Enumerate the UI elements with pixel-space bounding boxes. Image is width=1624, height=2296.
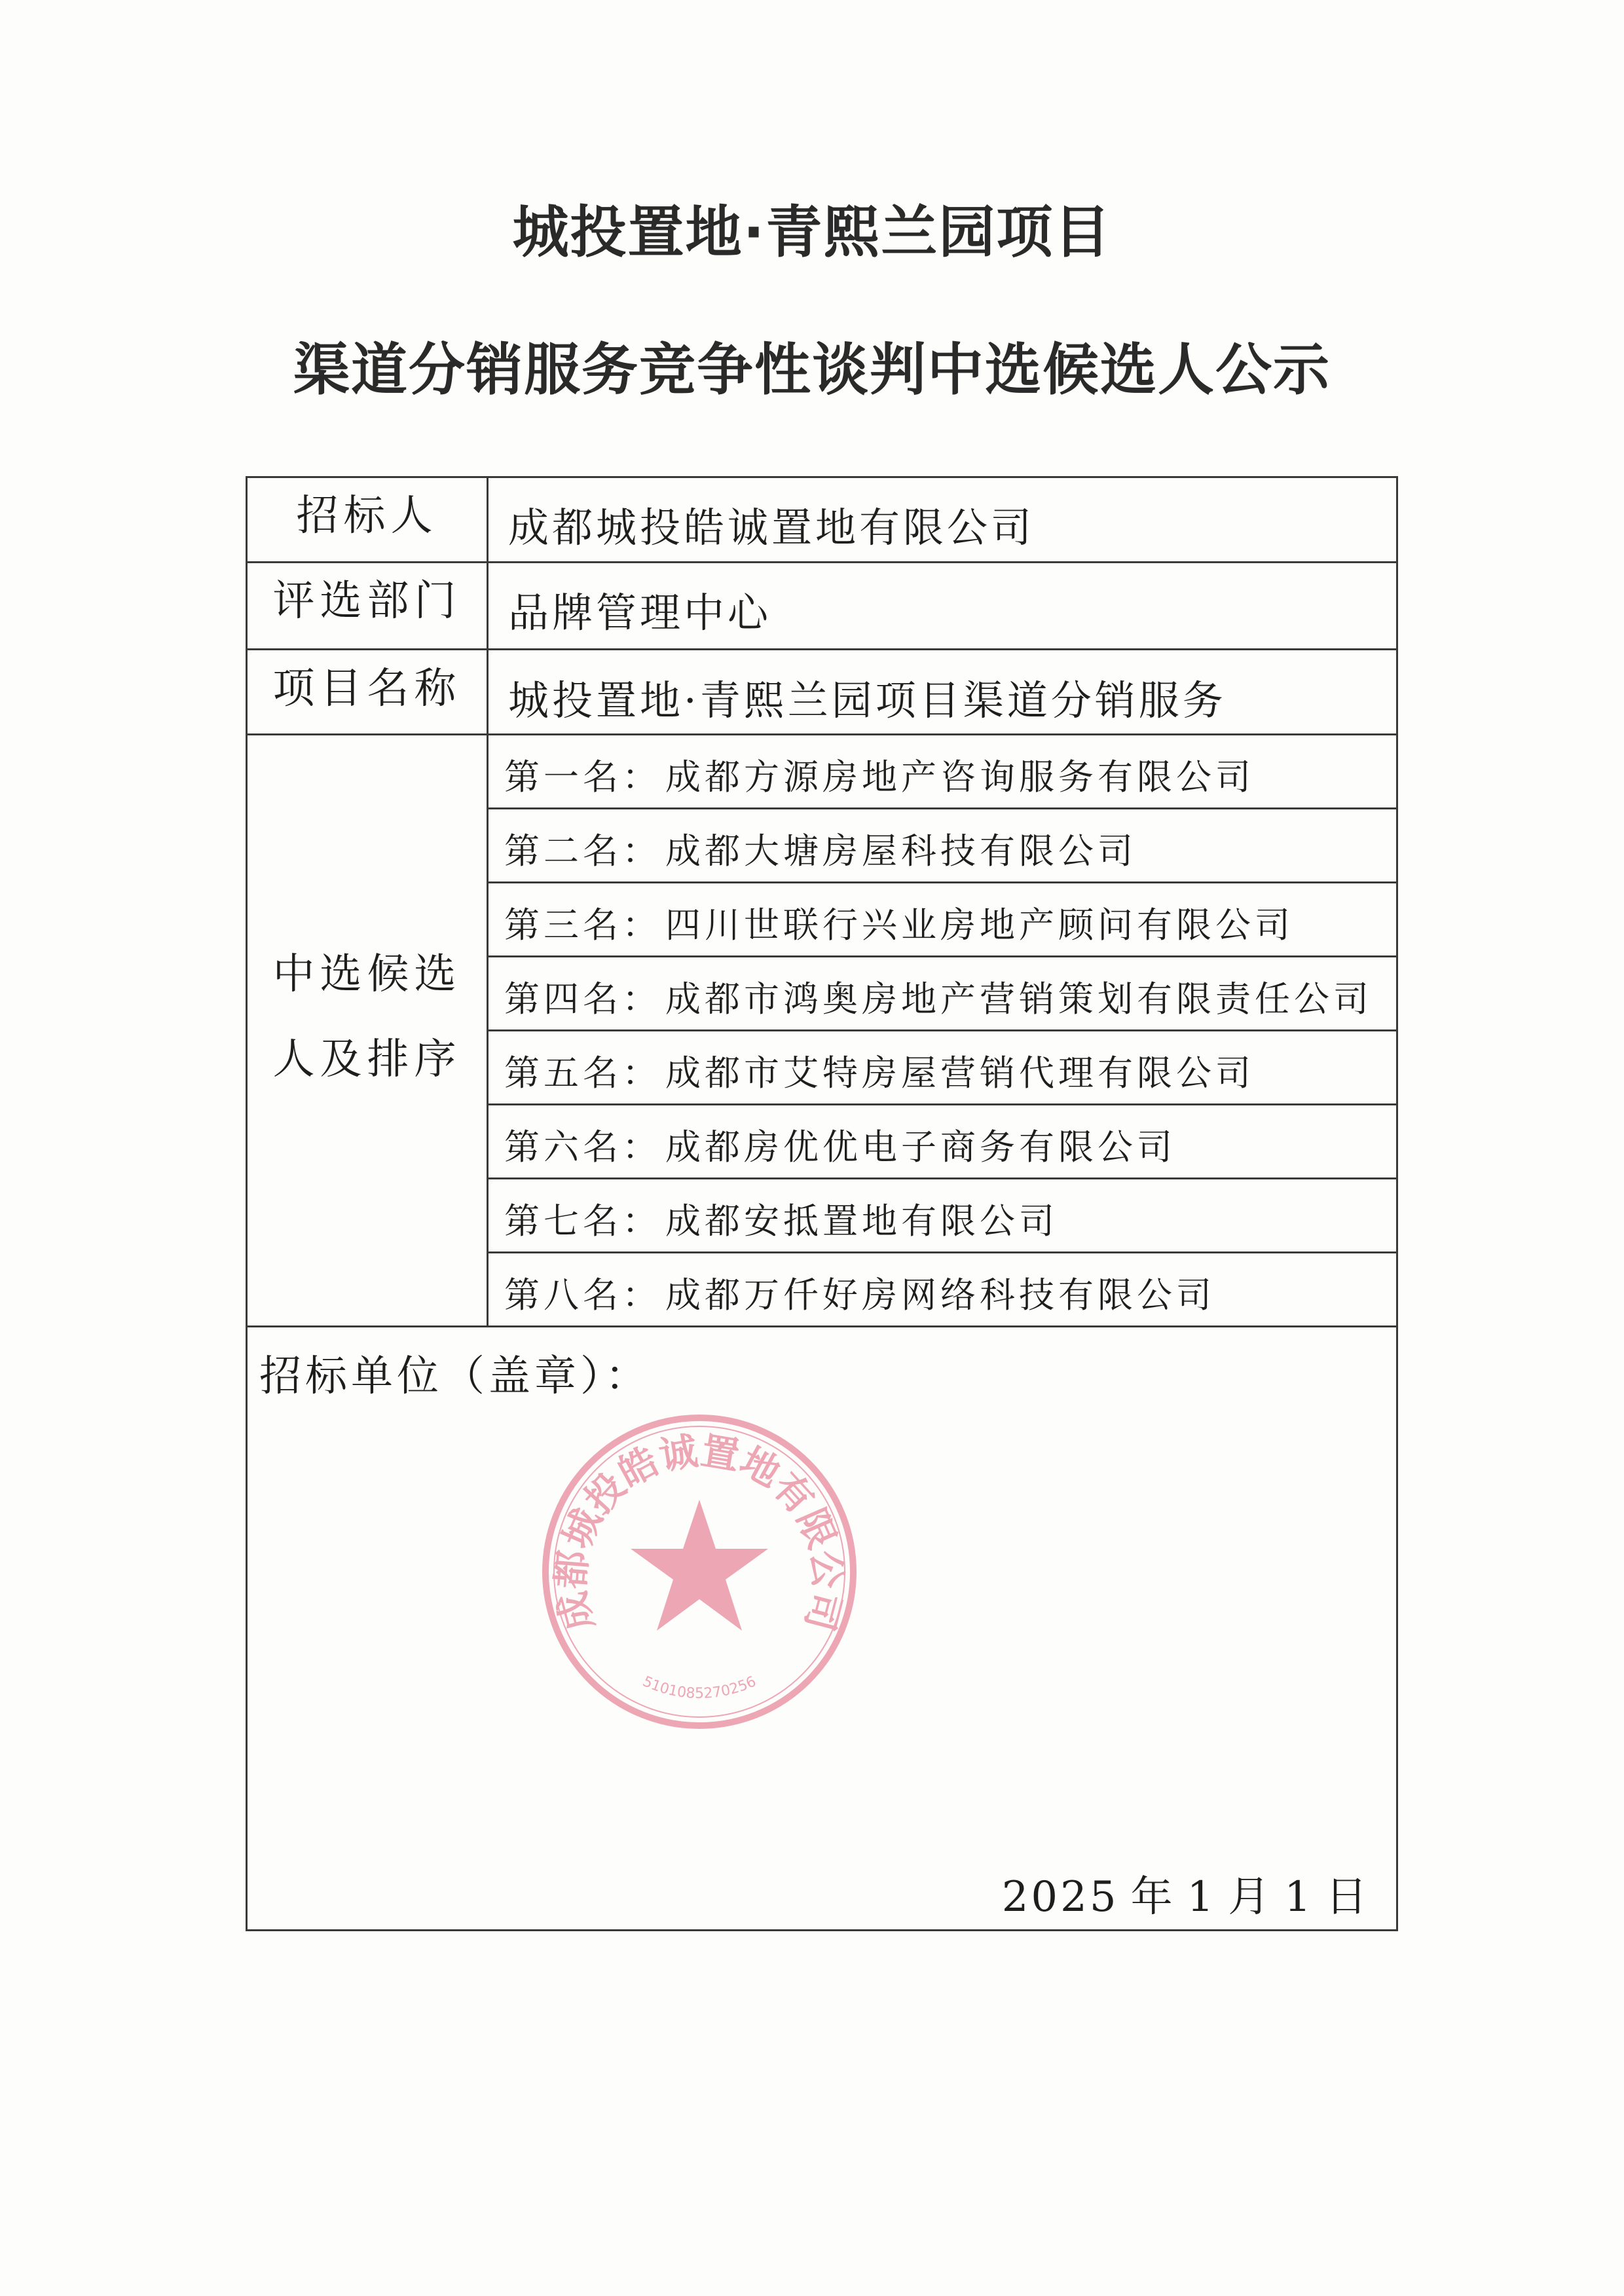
candidate-row	[504, 1119, 1176, 1170]
document-title-line2: 渠道分销服务竞争性谈判中选候选人公示	[293, 337, 1331, 403]
seal-text: 成都城投皓诚置地有限公司	[548, 1428, 851, 1636]
candidates-label-line2: 人及排序	[272, 1035, 462, 1084]
candidate-rank: 第五名：	[504, 1052, 661, 1094]
row-divider	[487, 881, 1398, 883]
row-divider	[487, 1103, 1398, 1105]
row-divider	[487, 807, 1398, 809]
stamp-label: 招标单位（盖章）：	[259, 1352, 651, 1401]
date-day-unit: 日	[1325, 1873, 1370, 1921]
candidate-row	[504, 823, 1137, 874]
date-month-unit: 月	[1228, 1873, 1273, 1921]
column-divider	[487, 478, 489, 1325]
company-seal	[529, 1401, 870, 1742]
date-year: 2025	[1001, 1873, 1119, 1921]
row-divider	[487, 955, 1398, 957]
candidate-name: 四川世联行兴业房地产顾问有限公司	[665, 904, 1294, 946]
candidate-rank: 第三名：	[504, 904, 661, 946]
candidate-row	[504, 1267, 1215, 1318]
tenderer-label: 招标人	[296, 492, 438, 540]
date-month: 1	[1187, 1873, 1217, 1921]
announcement-date	[1002, 1863, 1370, 1923]
date-day: 1	[1284, 1873, 1314, 1921]
row-divider	[248, 733, 1398, 735]
row-divider	[248, 648, 1398, 650]
candidate-name: 成都安抵置地有限公司	[665, 1200, 1058, 1242]
candidate-name: 成都市艾特房屋营销代理有限公司	[665, 1052, 1255, 1094]
row-divider	[248, 561, 1398, 563]
candidate-name: 成都方源房地产咨询服务有限公司	[665, 756, 1255, 798]
dept-label: 评选部门	[272, 577, 462, 625]
project-value: 城投置地·青熙兰园项目渠道分销服务	[508, 676, 1227, 724]
tenderer-value: 成都城投皓诚置地有限公司	[508, 504, 1035, 551]
row-divider	[248, 1325, 1398, 1327]
candidate-name: 成都万仟好房网络科技有限公司	[665, 1274, 1215, 1316]
candidate-row	[504, 971, 1373, 1022]
candidate-rank: 第二名：	[504, 830, 661, 872]
candidate-rank: 第七名：	[504, 1200, 661, 1242]
announcement-table	[246, 476, 1398, 1931]
candidate-name: 成都市鸿奥房地产营销策划有限责任公司	[665, 978, 1373, 1020]
candidate-rank: 第八名：	[504, 1274, 661, 1316]
row-divider	[487, 1029, 1398, 1031]
date-year-unit: 年	[1130, 1873, 1175, 1921]
project-label: 项目名称	[272, 665, 462, 713]
row-divider	[487, 1251, 1398, 1253]
candidate-row	[504, 897, 1294, 948]
dept-value: 品牌管理中心	[508, 589, 772, 637]
candidate-rank: 第一名：	[504, 756, 661, 798]
document-title-line1: 城投置地·青熙兰园项目	[512, 200, 1112, 265]
seal-code: 5101085270256	[640, 1673, 759, 1702]
candidate-rank: 第六名：	[504, 1126, 661, 1168]
candidate-name: 成都大塘房屋科技有限公司	[665, 830, 1137, 872]
candidate-row	[504, 1045, 1255, 1096]
candidate-name: 成都房优优电子商务有限公司	[665, 1126, 1176, 1168]
candidate-rank: 第四名：	[504, 978, 661, 1020]
candidate-row	[504, 749, 1255, 800]
candidate-row	[504, 1193, 1058, 1244]
candidates-label-line1: 中选候选	[272, 950, 462, 999]
row-divider	[487, 1177, 1398, 1179]
